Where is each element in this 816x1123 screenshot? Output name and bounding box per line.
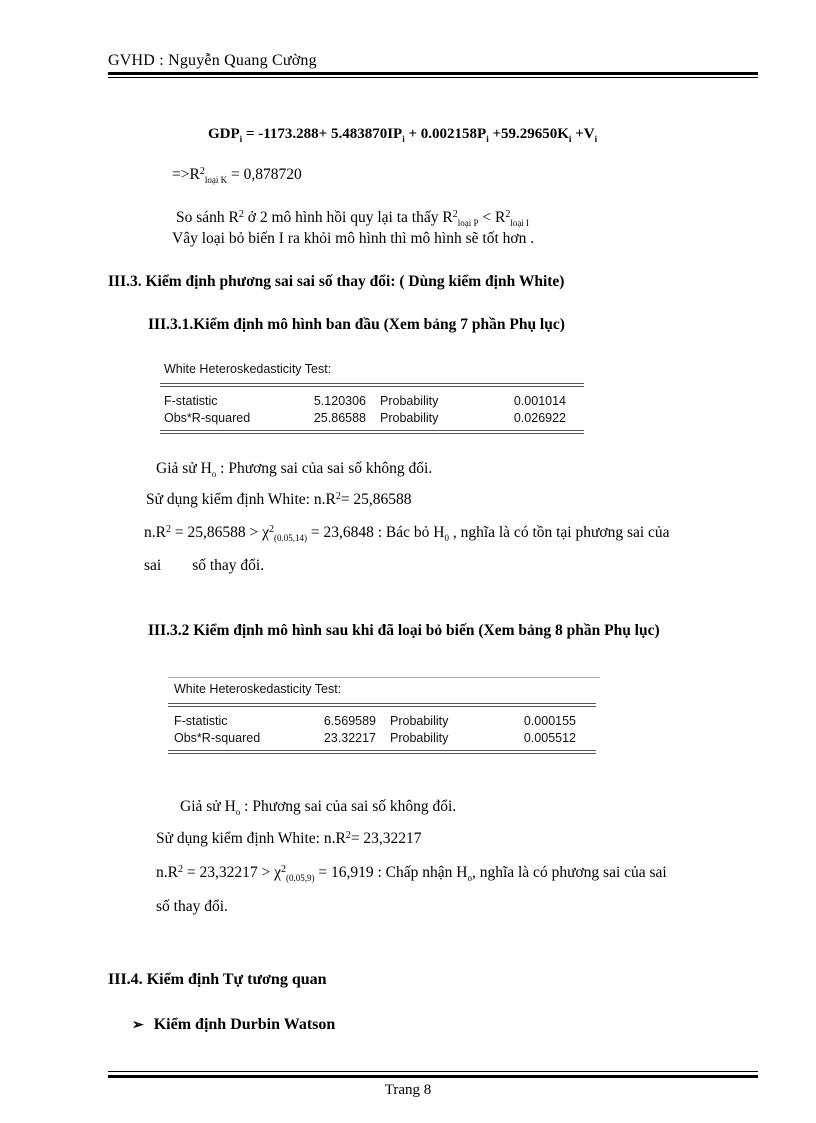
table-cell-pvalue: 0.000155 [523,714,576,728]
chi-square-compare-1: $n.R^2 = 25,86588 > \chi^2_{(0.05,14)} = 23,6848$ : Bác bỏ $H_0$ , nghĩa là có tồn tại phương sai của [144,524,670,543]
section-3-4-heading: III.4. Kiểm định Tự tương quan [108,971,327,988]
section-3-3-heading: III.3. Kiểm định phương sai sai số thay đổi: ( Dùng kiểm định White) [108,273,565,290]
table-cell-value: 6.569589 [323,714,376,728]
white-test-usage-1: Sử dụng kiểm định White: $n.R^2= 25,86588$ [146,491,412,508]
r2-result-line: $=>R^2_{loại K} = 0,878720$ [172,166,302,185]
table-rule-top [168,703,596,707]
table-rule-bottom [168,750,596,754]
table-cell-value: 5.120306 [313,394,366,408]
table-title: White Heteroskedasticity Test: [164,362,332,376]
page-header: GVHD : Nguyễn Quang Cường [108,52,317,69]
table-cell-label: Obs*R-squared [174,731,261,745]
section-3-3-1-heading: III.3.1.Kiểm định mô hình ban đầu (Xem bảng 7 phần Phụ lục) [148,316,565,333]
compare-line-2: Vây loại bỏ biến I ra khỏi mô hình thì mô hình sẽ tốt hơn . [172,230,535,247]
bullet-item [132,1016,335,1034]
hypothesis-line-1: Giả sử $H_o$ : Phương sai của sai số không đổi. [156,460,433,479]
table-cell-pvalue: 0.005512 [523,731,576,745]
table-rule-bottom [160,430,584,434]
table-cell-label: Obs*R-squared [164,411,251,425]
white-test-table-1 [160,362,584,434]
continuation-1: sai số thay đổi. [144,557,265,574]
table-cell-value: 25.86588 [313,411,366,425]
chi-square-compare-2: $n.R^2 = 23,32217 > \chi^2_{(0.05,9)} = 16,919$ : Chấp nhận $H_o$, nghĩa là có phương sai của sai [156,864,667,883]
header-rule-thin [108,77,758,78]
table-cell-value: 23.32217 [323,731,376,745]
white-test-table-2 [168,677,600,754]
continuation-2: số thay đổi. [156,898,228,915]
compare-line-1: So sánh $R^2$ ở 2 mô hình hồi quy lại ta thấy $R^2_{loại P} < R^2_{loại I}$ [176,209,530,228]
table-cell-pvalue: 0.001014 [513,394,566,408]
table-cell-plabel: Probability [390,731,449,745]
table-cell-plabel: Probability [380,411,439,425]
hypothesis-line-2: Giả sử $H_o$ : Phương sai của sai số không đổi. [180,798,457,817]
header-rule-thick [108,72,758,75]
section-3-3-2-heading: III.3.2 Kiểm định mô hình sau khi đã loại bỏ biến (Xem bảng 8 phần Phụ lục) [148,622,660,639]
footer-rule-thick [108,1075,758,1078]
table-cell-plabel: Probability [390,714,449,728]
table-rule-top [160,383,584,387]
white-test-usage-2: Sử dụng kiểm định White: $n.R^2= 23,32217$ [156,830,422,847]
regression-equation: $GDP_i = -1173.288+ 5.483870IP_i + 0.002158P_i +59.29650K_i +V_i$ [208,126,598,144]
arrow-bullet-icon: ➢ [132,1018,144,1033]
table-cell-label: F-statistic [174,714,228,728]
table-title: White Heteroskedasticity Test: [174,682,342,696]
table-rule-title [168,677,600,678]
bullet-text: Kiểm định Durbin Watson [153,1016,336,1033]
table-cell-pvalue: 0.026922 [513,411,566,425]
table-cell-label: F-statistic [164,394,218,408]
table-cell-plabel: Probability [380,394,439,408]
footer-rule-thin [108,1071,758,1072]
page-number: Trang 8 [384,1082,432,1098]
